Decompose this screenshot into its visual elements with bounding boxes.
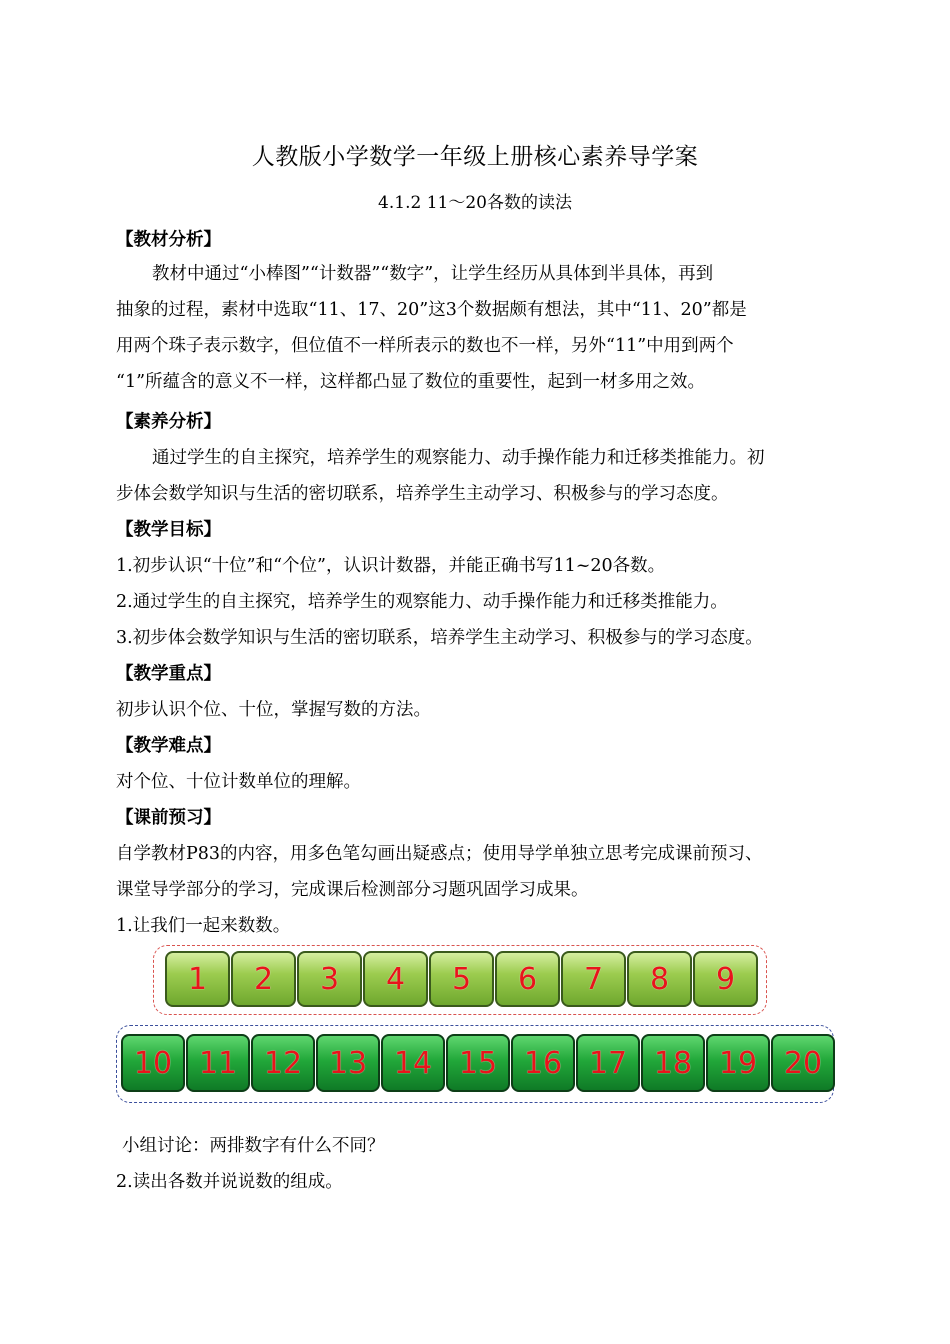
material-line: 抽象的过程，素材中选取“11、17、20”这3个数据颇有想法，其中“11、20”都是	[116, 300, 747, 320]
number-tile-label: 20	[783, 1045, 823, 1081]
number-tile-label: 2	[253, 961, 274, 997]
goal-item: 1.初步认识“十位”和“个位”，认识计数器，并能正确书写11~20各数。	[116, 556, 666, 576]
preview-heading: 【课前预习】	[116, 808, 221, 828]
task2-text: 2.读出各数并说说数的组成。	[116, 1172, 343, 1192]
literacy-heading: 【素养分析】	[116, 412, 221, 432]
material-heading: 【教材分析】	[116, 230, 221, 250]
number-tile-label: 6	[517, 961, 538, 997]
material-line: 教材中通过“小棒图”“计数器”“数字”，让学生经历从具体到半具体，再到	[152, 264, 714, 284]
goal-item: 2.通过学生的自主探究，培养学生的观察能力、动手操作能力和迁移类推能力。	[116, 592, 728, 612]
number-tile-label: 3	[319, 961, 340, 997]
key-text: 初步认识个位、十位，掌握写数的方法。	[116, 700, 431, 720]
number-tile-label: 8	[649, 961, 670, 997]
number-tile	[693, 951, 758, 1007]
preview-line: 课堂导学部分的学习，完成课后检测部分习题巩固学习成果。	[116, 880, 589, 900]
preview-line: 自学教材P83的内容，用多色笔勾画出疑惑点；使用导学单独立思考完成课前预习、	[116, 844, 763, 864]
number-tile-label: 4	[385, 961, 406, 997]
number-tile-label: 5	[451, 961, 472, 997]
number-tile-label: 15	[458, 1045, 498, 1081]
number-tile	[297, 951, 362, 1007]
row1-tiles	[165, 951, 758, 1007]
number-tile	[706, 1034, 770, 1092]
literacy-line: 通过学生的自主探究，培养学生的观察能力、动手操作能力和迁移类推能力。初	[152, 448, 765, 468]
number-tile	[641, 1034, 705, 1092]
number-tile-label: 12	[263, 1045, 303, 1081]
number-tile	[495, 951, 560, 1007]
number-tile	[165, 951, 230, 1007]
number-tile	[381, 1034, 445, 1092]
number-tile-label: 11	[198, 1045, 238, 1081]
material-line: “1”所蕴含的意义不一样，这样都凸显了数位的重要性，起到一材多用之效。	[116, 372, 706, 392]
number-tile	[429, 951, 494, 1007]
number-tile-label: 19	[718, 1045, 758, 1081]
difficulty-text: 对个位、十位计数单位的理解。	[116, 772, 361, 792]
lesson-subtitle: 4.1.2 11～20各数的读法	[378, 193, 572, 213]
number-tile-label: 18	[653, 1045, 693, 1081]
number-tile	[627, 951, 692, 1007]
number-tile	[511, 1034, 575, 1092]
row2-tiles	[121, 1034, 835, 1092]
material-line: 用两个珠子表示数字，但位值不一样所表示的数也不一样，另外“11”中用到两个	[116, 336, 734, 356]
discussion-text: 小组讨论：两排数字有什么不同？	[122, 1136, 385, 1156]
number-tile	[186, 1034, 250, 1092]
number-tile	[446, 1034, 510, 1092]
number-tile	[316, 1034, 380, 1092]
number-tile	[251, 1034, 315, 1092]
number-tile	[231, 951, 296, 1007]
preview-line: 1.让我们一起来数数。	[116, 916, 291, 936]
page-title: 人教版小学数学一年级上册核心素养导学案	[251, 144, 699, 170]
number-tile	[121, 1034, 185, 1092]
number-tile-label: 17	[588, 1045, 628, 1081]
literacy-line: 步体会数学知识与生活的密切联系，培养学生主动学习、积极参与的学习态度。	[116, 484, 729, 504]
number-tile-label: 13	[328, 1045, 368, 1081]
number-tile-label: 9	[715, 961, 736, 997]
key-heading: 【教学重点】	[116, 664, 221, 684]
number-tile	[576, 1034, 640, 1092]
difficulty-heading: 【教学难点】	[116, 736, 221, 756]
number-tile	[561, 951, 626, 1007]
number-tile	[363, 951, 428, 1007]
number-tile-label: 7	[583, 961, 604, 997]
number-tile	[771, 1034, 835, 1092]
number-tile-label: 10	[133, 1045, 173, 1081]
goal-item: 3.初步体会数学知识与生活的密切联系，培养学生主动学习、积极参与的学习态度。	[116, 628, 763, 648]
number-tile-label: 14	[393, 1045, 433, 1081]
goals-heading: 【教学目标】	[116, 520, 221, 540]
number-tile-label: 16	[523, 1045, 563, 1081]
number-tile-label: 1	[187, 961, 208, 997]
